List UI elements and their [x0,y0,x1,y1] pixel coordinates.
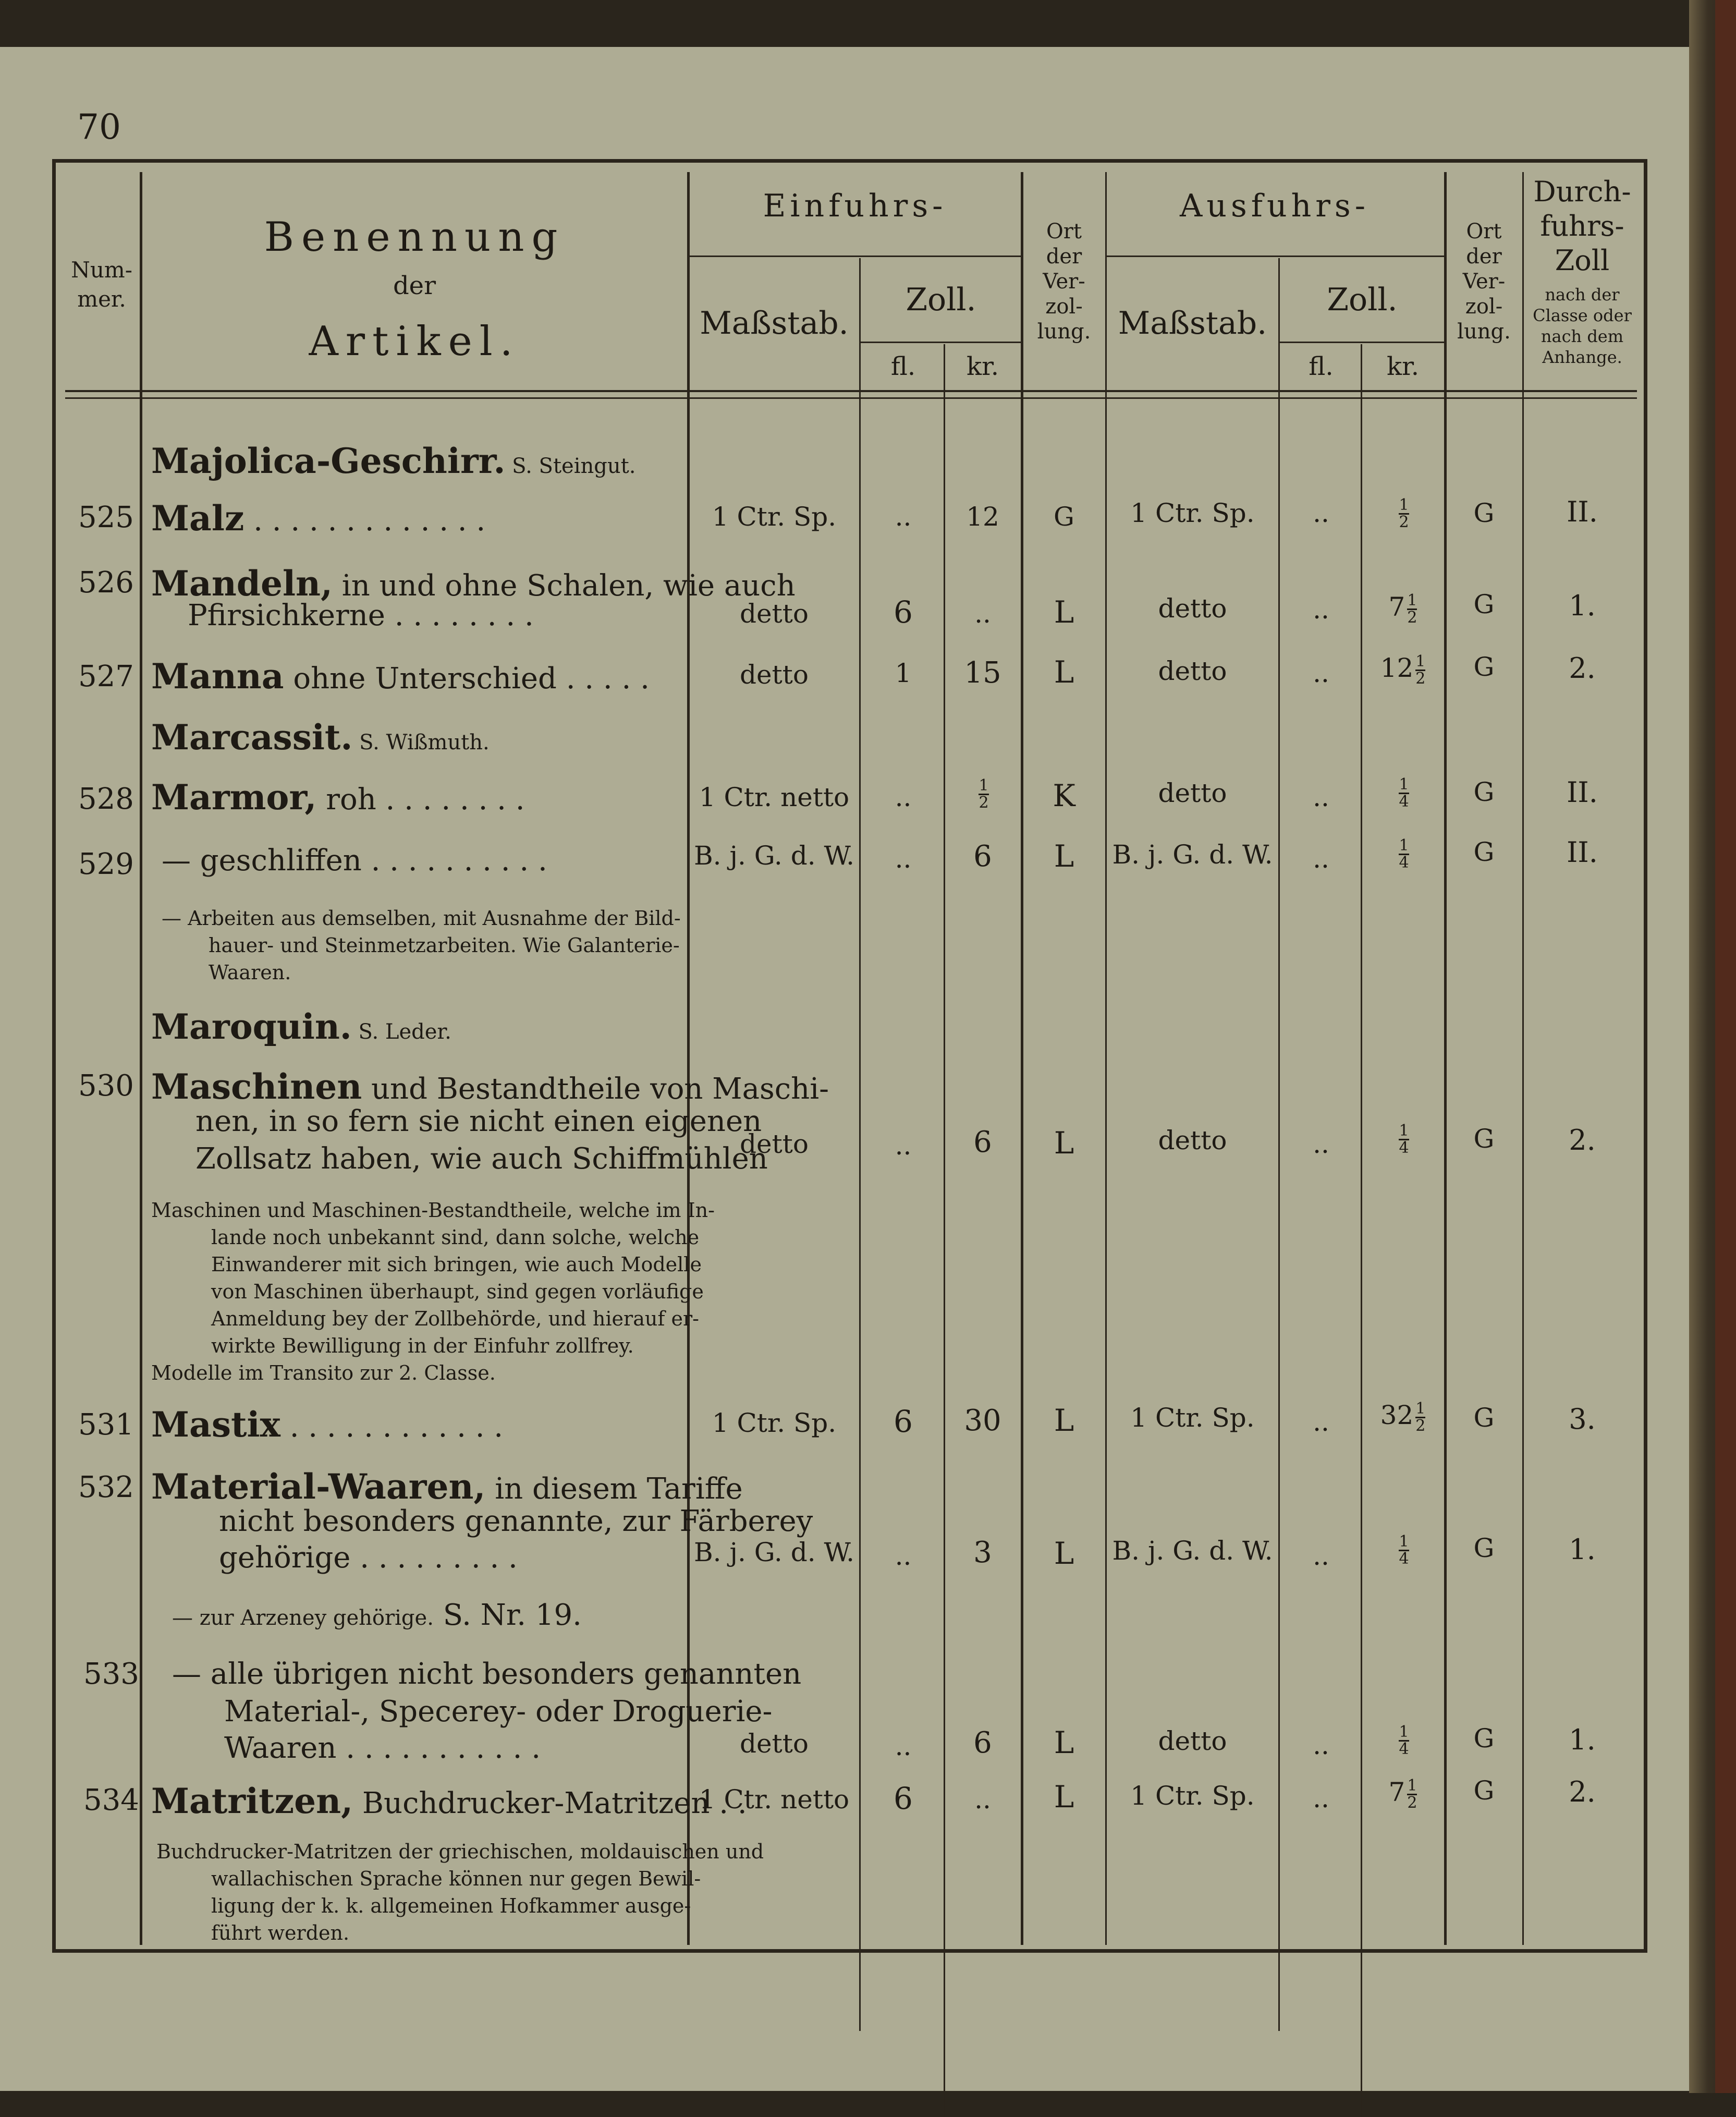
entry-533-ein-mass: detto [740,1729,809,1759]
entry-525-number: 525 [78,501,134,534]
header-bottom-rule [65,390,1637,392]
note-maschinen-1: Maschinen und Maschinen-Bestandtheile, welche im In- [151,1199,715,1222]
entry-528-aus-fl: .. [1313,782,1329,812]
header-benennung: Benennung [264,214,565,261]
fraction-quarter: $\frac{1}{4}$ [1399,836,1409,872]
entry-526-durch: 1. [1569,589,1596,622]
fraction-quarter: $\frac{1}{4}$ [1399,1532,1409,1568]
entry-531-aus-kr: 32 $\frac{1}{2}$ [1380,1399,1426,1435]
entry-533-aus-ort: G [1473,1723,1495,1754]
header-durchfuhr: Durch- fuhrs- Zoll [1533,175,1631,277]
entry-525-ein-mass: 1 Ctr. Sp. [712,502,837,532]
entry-534-aus-fl: .. [1313,1783,1329,1814]
entry-532-aus-mass: B. j. G. d. W. [1112,1536,1273,1566]
entry-530-durch: 2. [1569,1124,1596,1157]
entry-531-ein-kr: 30 [964,1404,1001,1438]
entry-526-line2: Pfirsichkerne . . . . . . . . [188,599,534,632]
entry-532-aus-ort: G [1473,1533,1495,1563]
entry-534-ein-kr: .. [974,1784,991,1815]
fraction-half: $\frac{1}{2}$ [1415,1399,1426,1435]
entry-529-aus-kr [1363,837,1442,871]
entry-534-aus-kr: 7 $\frac{1}{2}$ [1388,1776,1417,1812]
col-rule-ein-ort [1105,172,1107,1945]
entry-529-ein-mass: B. j. G. d. W. [693,841,855,871]
entry-528-ein-fl: .. [895,782,912,812]
entry-534-number: 534 [83,1783,139,1817]
entry-531-durch: 3. [1569,1403,1596,1435]
fraction-half: $\frac{1}{2}$ [1407,1776,1417,1812]
fraction-half: $\frac{1}{2}$ [1399,495,1409,531]
note-marmor-arbeiten-3: Waaren. [209,961,291,984]
entry-533-ein-kr: 6 [973,1726,992,1760]
header-nummer: Num- mer. [71,257,132,312]
entry-528-aus-kr [1363,776,1442,810]
entry-525-ein-fl: .. [895,502,912,532]
header-bottom-rule-2 [65,397,1637,399]
page-edge [1715,0,1736,2093]
entry-533-aus-kr [1363,1723,1442,1757]
entry-525-aus-kr [1363,496,1442,530]
entry-526-ein-mass: detto [740,599,809,629]
entry-526-name: Mandeln, in und ohne Schalen, wie auch [151,563,796,604]
entry-528-number: 528 [78,782,134,816]
entry-530-line2: nen, in so fern sie nicht einen eigenen [195,1104,762,1138]
page-number: 70 [77,107,121,147]
entry-529-durch: II. [1567,836,1598,869]
entry-531-name: Mastix . . . . . . . . . . . . [151,1404,504,1445]
entry-527-aus-mass: detto [1158,656,1227,686]
entry-530-line3: Zollsatz haben, wie auch Schiffmühlen [195,1142,768,1176]
col-rule-nummer [140,172,142,1945]
aus-zoll-underline [1278,342,1444,343]
entry-531-aus-fl: .. [1313,1407,1329,1437]
entry-532-ein-kr: 3 [973,1536,992,1570]
entry-525-aus-fl: .. [1313,498,1329,528]
header-ein-massstab: Maßstab. [700,305,849,342]
entry-534-aus-mass: 1 Ctr. Sp. [1130,1781,1255,1811]
col-rule-aus-fl [1361,344,1362,2117]
note-maschinen-5: Anmeldung bey der Zollbehörde, und hierauf er- [211,1307,699,1330]
fraction-quarter: $\frac{1}{4}$ [1399,775,1409,811]
entry-529-number: 529 [78,847,134,881]
header-ausfuhr: Ausfuhrs- [1179,188,1370,224]
header-aus-kr: kr. [1386,352,1419,381]
entry-534-durch: 2. [1569,1775,1596,1808]
note-matritzen-2: wallachischen Sprache können nur gegen Bewil- [211,1867,701,1890]
entry-532-number: 532 [78,1470,134,1504]
entry-527-ein-mass: detto [740,660,809,690]
entry-526-ein-ort: L [1054,594,1074,630]
header-aus-massstab: Maßstab. [1118,305,1267,342]
entry-526-number: 526 [78,566,134,600]
entry-528-ein-kr [946,777,1019,811]
entry-525-ein-kr: 12 [966,502,999,532]
header-aus-zoll: Zoll. [1327,282,1398,318]
col-rule-aus-mass [1278,258,1280,2031]
entry-528-name: Marmor, roh . . . . . . . . [151,777,525,818]
entry-531-aus-mass: 1 Ctr. Sp. [1130,1403,1255,1433]
entry-532-name: Material-Waaren, in diesem Tariffe [151,1466,743,1507]
fraction-half: $\frac{1}{2}$ [979,776,989,812]
entry-533-durch: 1. [1569,1723,1596,1756]
note-matritzen-1: Buchdrucker-Matritzen der griechischen, moldauischen und [156,1840,764,1863]
header-der: der [393,271,436,300]
entry-532-aus-fl: .. [1313,1541,1329,1571]
entry-528-aus-ort: G [1473,777,1495,807]
entry-529-ein-ort: L [1054,838,1074,874]
header-ein-ort: Ort der Ver- zol- lung. [1037,220,1091,344]
note-maschinen-6: wirkte Bewilligung in der Einfuhr zollfrey. [211,1334,634,1357]
entry-530-aus-mass: detto [1158,1125,1227,1155]
header-einfuhr: Einfuhrs- [763,188,947,224]
entry-532-ein-ort: L [1054,1536,1074,1571]
entry-534-ein-mass: 1 Ctr. netto [699,1784,850,1815]
entry-532-ein-mass: B. j. G. d. W. [693,1537,855,1567]
entry-532-line2: nicht besonders genannte, zur Färberey [219,1504,813,1538]
col-rule-ein-kr [1021,172,1023,1945]
entry-527-aus-ort: G [1473,652,1495,682]
entry-527-durch: 2. [1569,652,1596,685]
entry-530-aus-kr [1363,1122,1442,1156]
note-matritzen-3: ligung der k. k. allgemeinen Hofkammer ausge- [211,1894,691,1917]
entry-532-aus-kr [1363,1533,1442,1567]
entry-531-aus-ort: G [1473,1403,1495,1433]
entry-530-number: 530 [78,1069,134,1103]
entry-526-aus-fl: .. [1313,594,1329,625]
entry-526-aus-ort: G [1473,589,1495,619]
entry-533-number: 533 [83,1657,139,1691]
entry-527-ein-ort: L [1054,654,1074,690]
entry-534-ein-ort: L [1054,1779,1074,1815]
note-marmor-arbeiten-2: hauer- und Steinmetzarbeiten. Wie Galanterie- [209,934,680,957]
entry-arzeney: — zur Arzeney gehörige. S. Nr. 19. [172,1598,582,1632]
header-ein-zoll: Zoll. [906,282,976,318]
entry-529-aus-fl: .. [1313,844,1329,874]
entry-525-aus-ort: G [1473,498,1495,528]
entry-533-line2: Material-, Specerey- oder Droguerie- [224,1695,773,1729]
entry-531-ein-fl: 6 [894,1404,913,1439]
entry-533-aus-fl: .. [1313,1730,1329,1760]
entry-530-aus-fl: .. [1313,1129,1329,1159]
col-rule-ein-mass [859,258,861,2031]
note-matritzen-4: führt werden. [211,1921,350,1944]
entry-527-aus-fl: .. [1313,658,1329,688]
entry-528-aus-mass: detto [1158,778,1227,808]
note-maschinen-4: von Maschinen überhaupt, sind gegen vorläufige [211,1280,704,1303]
entry-526-aus-mass: detto [1158,593,1227,624]
entry-526-ein-kr: .. [974,599,991,629]
entry-marcassit: Marcassit. S. Wißmuth. [151,717,490,758]
note-maschinen-2: lande noch unbekannt sind, dann solche, welche [211,1226,700,1249]
note-maschinen-3: Einwanderer mit sich bringen, wie auch Modelle [211,1253,702,1276]
entry-532-line3: gehörige . . . . . . . . . [219,1541,518,1575]
entry-530-ein-kr: 6 [973,1125,992,1159]
entry-531-number: 531 [78,1408,134,1442]
ausfuhr-underline [1105,256,1444,257]
ein-zoll-underline [859,342,1021,343]
col-rule-aus-kr [1444,172,1447,1945]
entry-530-aus-ort: G [1473,1124,1495,1154]
col-rule-aus-ort [1522,172,1524,1945]
entry-533-ein-fl: .. [895,1731,912,1761]
entry-525-durch: II. [1567,495,1598,528]
entry-528-durch: II. [1567,776,1598,809]
entry-527-ein-kr: 15 [964,656,1001,690]
entry-526-ein-fl: 6 [894,594,913,630]
entry-529-ein-kr: 6 [973,840,992,873]
entry-533-ein-ort: L [1054,1725,1074,1760]
entry-531-ein-ort: L [1054,1403,1074,1438]
entry-529-aus-ort: G [1473,837,1495,867]
entry-534-name: Matritzen, Buchdrucker-Matritzen . . [151,1781,747,1821]
header-artikel: Artikel. [309,318,520,365]
entry-533-aus-mass: detto [1158,1726,1227,1756]
entry-529-name: — geschliffen . . . . . . . . . . [162,844,547,878]
fraction-quarter: $\frac{1}{4}$ [1399,1121,1409,1157]
entry-majolica: Majolica-Geschirr. S. Steingut. [151,441,636,481]
entry-527-name: Manna ohne Unterschied . . . . . [151,656,650,697]
col-rule-ein-fl [944,344,945,2117]
entry-530-ein-mass: detto [740,1129,809,1159]
header-ein-kr: kr. [966,352,999,381]
header-aus-fl: fl. [1309,352,1334,381]
entry-525-name: Malz . . . . . . . . . . . . . [151,498,486,539]
entry-529-ein-fl: .. [895,844,912,874]
entry-529-aus-mass: B. j. G. d. W. [1112,840,1273,870]
header-aus-ort: Ort der Ver- zol- lung. [1457,220,1511,344]
note-marmor-arbeiten-1: — Arbeiten aus demselben, mit Ausnahme der Bild- [162,907,681,930]
header-ein-fl: fl. [890,352,916,381]
entry-530-ein-ort: L [1054,1125,1074,1161]
entry-530-name: Maschinen und Bestandtheile von Maschi- [151,1066,829,1107]
entry-533-line1: — alle übrigen nicht besonders genannten [172,1657,802,1691]
header-durchfuhr-sub: nach der Classe oder nach dem Anhange. [1533,285,1632,367]
entry-525-ein-ort: G [1054,502,1074,532]
entry-526-aus-kr: 7 $\frac{1}{2}$ [1388,591,1417,627]
entry-534-ein-fl: 6 [894,1781,913,1816]
fraction-half: $\frac{1}{2}$ [1407,591,1417,627]
entry-528-ein-mass: 1 Ctr. netto [699,782,850,812]
entry-532-ein-fl: .. [895,1541,912,1571]
entry-528-ein-ort: K [1053,778,1075,813]
fraction-quarter: $\frac{1}{4}$ [1399,1722,1409,1758]
entry-maroquin: Maroquin. S. Leder. [151,1006,451,1047]
entry-532-durch: 1. [1569,1533,1596,1566]
entry-534-aus-ort: G [1473,1775,1495,1806]
fraction-half: $\frac{1}{2}$ [1415,652,1426,688]
entry-527-aus-kr: 12 $\frac{1}{2}$ [1380,652,1426,688]
entry-525-aus-mass: 1 Ctr. Sp. [1130,498,1255,528]
entry-531-ein-mass: 1 Ctr. Sp. [712,1408,837,1438]
entry-533-line3: Waaren . . . . . . . . . . . [224,1731,541,1765]
entry-527-number: 527 [78,660,134,694]
note-modelle: Modelle im Transito zur 2. Classe. [151,1361,496,1384]
entry-530-ein-fl: .. [895,1130,912,1161]
einfuhr-underline [687,256,1021,257]
entry-527-ein-fl: 1 [895,658,912,688]
